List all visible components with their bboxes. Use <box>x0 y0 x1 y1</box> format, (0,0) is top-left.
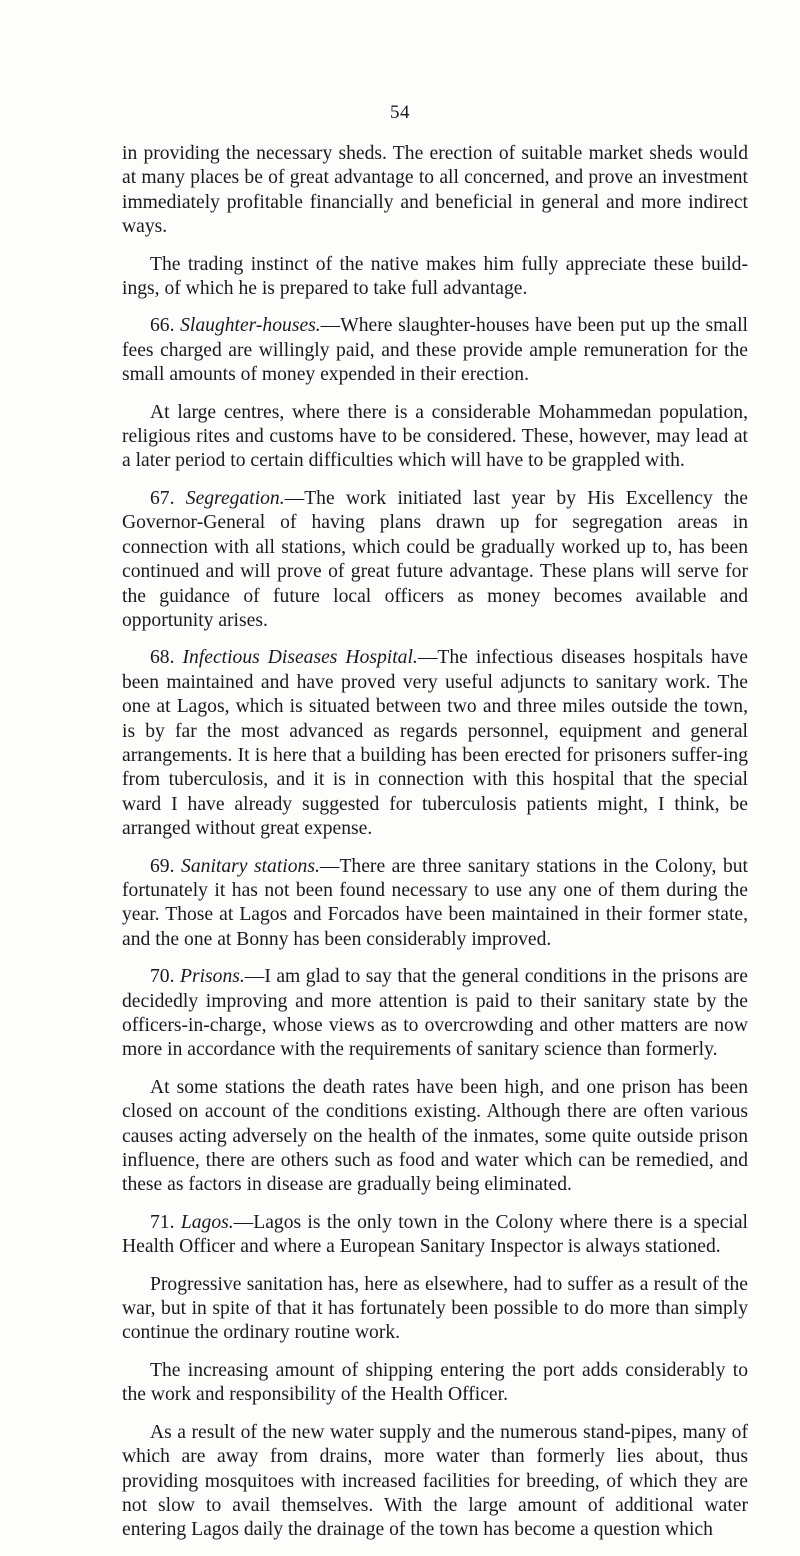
paragraph-continuation: in providing the necessary sheds. The erection of suitable market sheds would at many places be of great advantage to all concerned, and prove an investment immediately profitable financially and beneficial in general and more indirect ways. <box>122 143 748 238</box>
section-number: 67. <box>150 487 175 509</box>
section-70-prisons: 70. Prisons.—I am glad to say that the general conditions in the prisons are decidedly improving and more attention is paid to their sanitary state by the officers-in-charge, whose views as to overcrowding and other matters are now more in accordance with the requirements of sanitary science than formerly. <box>122 966 748 1061</box>
paragraph-water-supply: As a result of the new water supply and the numerous stand-pipes, many of which are away from drains, more water than formerly lies about, thus providing mosquitoes with increased facilities for breeding, of which they are not slow to avail themselves. With the large amount of additional water entering Lagos daily the drainage of the town has become a question which <box>122 1421 748 1541</box>
paragraph-trading-instinct: The trading instinct of the native makes him fully appreciate these build-ings, of which he is prepared to take full advantage. <box>122 253 748 300</box>
body-text <box>122 142 748 1556</box>
section-69-sanitary-stations: 69. Sanitary stations.—There are three sanitary stations in the Colony, but fortunately it has not been found necessary to use any one of them during the year. Those at Lagos and Forcados have been maintained in their former state, and the one at Bonny has been considerably improved. <box>122 855 748 950</box>
section-heading: Infectious Diseases Hospital. <box>182 647 418 669</box>
paragraph-progressive-sanitation: Progressive sanitation has, here as elsewhere, had to suffer as a result of the war, but in spite of that it has fortunately been possible to do more than simply continue the ordinary routine work. <box>122 1273 748 1344</box>
section-heading: Prisons. <box>179 966 245 988</box>
paragraph-mohammedan: At large centres, where there is a considerable Mohammedan population, religious rites and customs have to be considered. These, however, may lead at a later period to certain difficulties which will have to be grappled with. <box>122 401 748 472</box>
section-heading: Slaughter-houses. <box>180 315 321 337</box>
section-number: 70. <box>150 966 175 988</box>
section-68-infectious-diseases: 68. Infectious Diseases Hospital.—The infectious diseases hospitals have been maintained and have proved very useful adjuncts to sanitary work. The one at Lagos, which is situated between two and three miles outside the town, is by far the most advanced as regards personnel, equipment and general arrangements. It is here that a building has been erected for prisoners suffer-ing from tuberculosis, and it is in connection with this hospital that the special ward I have already suggested for tuberculosis patients might, I think, be arranged without great expense. <box>122 647 748 840</box>
section-number: 68. <box>150 647 175 669</box>
section-number: 71. <box>150 1211 175 1233</box>
section-67-segregation: 67. Segregation.—The work initiated last year by His Excellency the Governor-General of having plans drawn up for segregation areas in connection with all stations, which could be gradually worked up to, has been continued and will prove of great future advantage. These plans will serve for the guidance of future local officers as money becomes available and opportunity arises. <box>122 487 748 631</box>
section-heading: Lagos. <box>180 1211 234 1233</box>
section-number: 69. <box>150 855 175 877</box>
page-number: 54 <box>390 102 410 123</box>
section-heading: Segregation. <box>185 487 285 509</box>
section-heading: Sanitary stations. <box>181 855 320 877</box>
section-71-lagos: 71. Lagos.—Lagos is the only town in the Colony where there is a special Health Officer and where a European Sanitary Inspector is always stationed. <box>122 1211 748 1258</box>
paragraph-death-rates: At some stations the death rates have been high, and one prison has been closed on account of the conditions existing. Although there are often various causes acting adversely on the health of the inmates, some quite outside prison influence, there are others such as food and water which can be remedied, and these as factors in disease are gradually being eliminated. <box>122 1076 748 1196</box>
section-66-slaughter-houses: 66. Slaughter-houses.—Where slaughter-houses have been put up the small fees charged are willingly paid, and these provide ample remuneration for the small amounts of money expended in their erection. <box>122 315 748 386</box>
paragraph-shipping: The increasing amount of shipping entering the port adds considerably to the work and responsibility of the Health Officer. <box>122 1359 748 1406</box>
section-number: 66. <box>150 315 175 337</box>
